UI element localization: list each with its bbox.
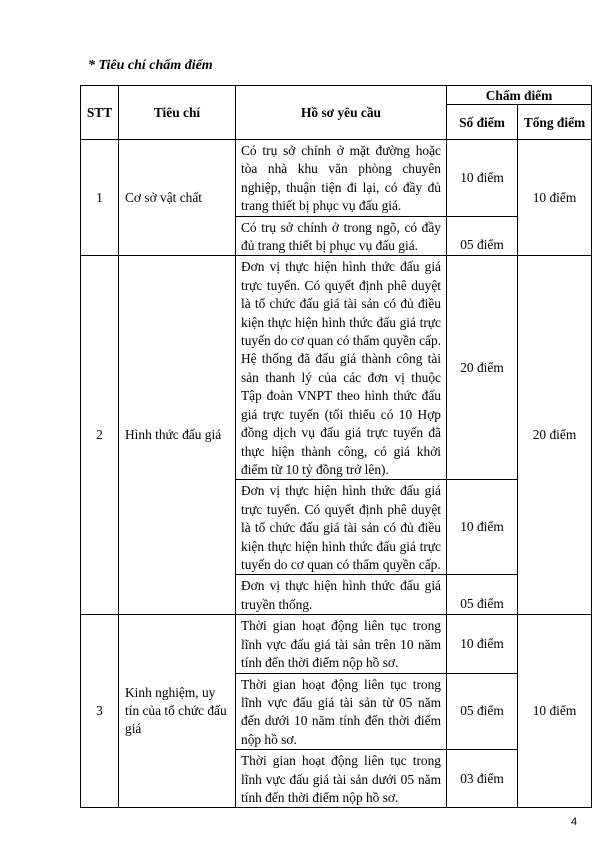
requirement-text: Thời gian hoạt động liên tục trong lĩnh vực đấu giá tài sản từ 05 năm đến dưới 10 năm tính đến thời điểm nộp hồ sơ. [236,673,447,750]
total-points-value: 10 điểm [518,140,592,256]
header-required-docs: Hồ sơ yêu cầu [236,86,447,140]
row-criteria: Hình thức đấu giá [119,256,236,615]
row-stt: 3 [81,615,119,808]
points-value: 05 điểm [447,673,518,750]
row-stt: 1 [81,140,119,256]
header-stt: STT [81,86,119,140]
points-value: 05 điểm [447,216,518,256]
header-criteria: Tiêu chí [119,86,236,140]
header-points: Số điểm [447,105,518,140]
points-value: 10 điểm [447,140,518,217]
total-points-value: 10 điểm [518,615,592,808]
row-criteria: Cơ sở vật chất [119,140,236,256]
header-total-points: Tổng điểm [518,105,592,140]
points-value: 05 điểm [447,575,518,615]
table-row [81,140,592,217]
requirement-text: Có trụ sở chính ở mặt đường hoặc tòa nhà khu văn phòng chuyên nghiệp, thuận tiện đi lại, có đầy đủ trang thiết bị phục vụ đấu giá. [236,140,447,217]
requirement-text: Có trụ sở chính ở trong ngõ, có đầy đủ trang thiết bị phục vụ đấu giá. [236,216,447,256]
table-row [81,256,592,480]
table-row [81,615,592,673]
points-value: 10 điểm [447,615,518,673]
header-scoring: Chấm điểm [447,86,592,105]
points-value: 20 điểm [447,256,518,480]
requirement-text: Thời gian hoạt động liên tục trong lĩnh vực đấu giá tài sản dưới 05 năm tính đến thời điểm nộp hồ sơ. [236,750,447,808]
page-number: 4 [571,816,578,828]
requirement-text: Đơn vị thực hiện hình thức đấu giá trực tuyến. Có quyết định phê duyệt là tổ chức đấu giá tài sản có đủ điều kiện thực hiện hình thức đấu giá trực tuyến do cơ quan có thẩm quyền cấp. Hệ thống đã đấu giá thành công tài sản thanh lý của các đơn vị thuộc Tập đoàn VNPT theo hình thức đấu giá trực tuyến (tối thiểu có 10 Hợp đồng dịch vụ đấu giá trực tuyến đã thực hiện thành công, có giá khởi điểm từ 10 tỷ đồng trở lên). [236,256,447,480]
points-value: 10 điểm [447,480,518,575]
row-criteria: Kinh nghiệm, uy tín của tổ chức đấu giá [119,615,236,808]
points-value: 03 điểm [447,750,518,808]
requirement-text: Đơn vị thực hiện hình thức đấu giá truyền thống. [236,575,447,615]
section-heading: * Tiêu chí chấm điểm [88,58,213,73]
row-stt: 2 [81,256,119,615]
requirement-text: Đơn vị thực hiện hình thức đấu giá trực tuyến. Có quyết định phê duyệt là tổ chức đấu giá tài sản có đủ điều kiện thực hiện hình thức đấu giá trực tuyến do cơ quan có thẩm quyền cấp. [236,480,447,575]
total-points-value: 20 điểm [518,256,592,615]
requirement-text: Thời gian hoạt động liên tục trong lĩnh vực đấu giá tài sản trên 10 năm tính đến thời điểm nộp hồ sơ. [236,615,447,673]
scoring-criteria-table [80,85,592,808]
